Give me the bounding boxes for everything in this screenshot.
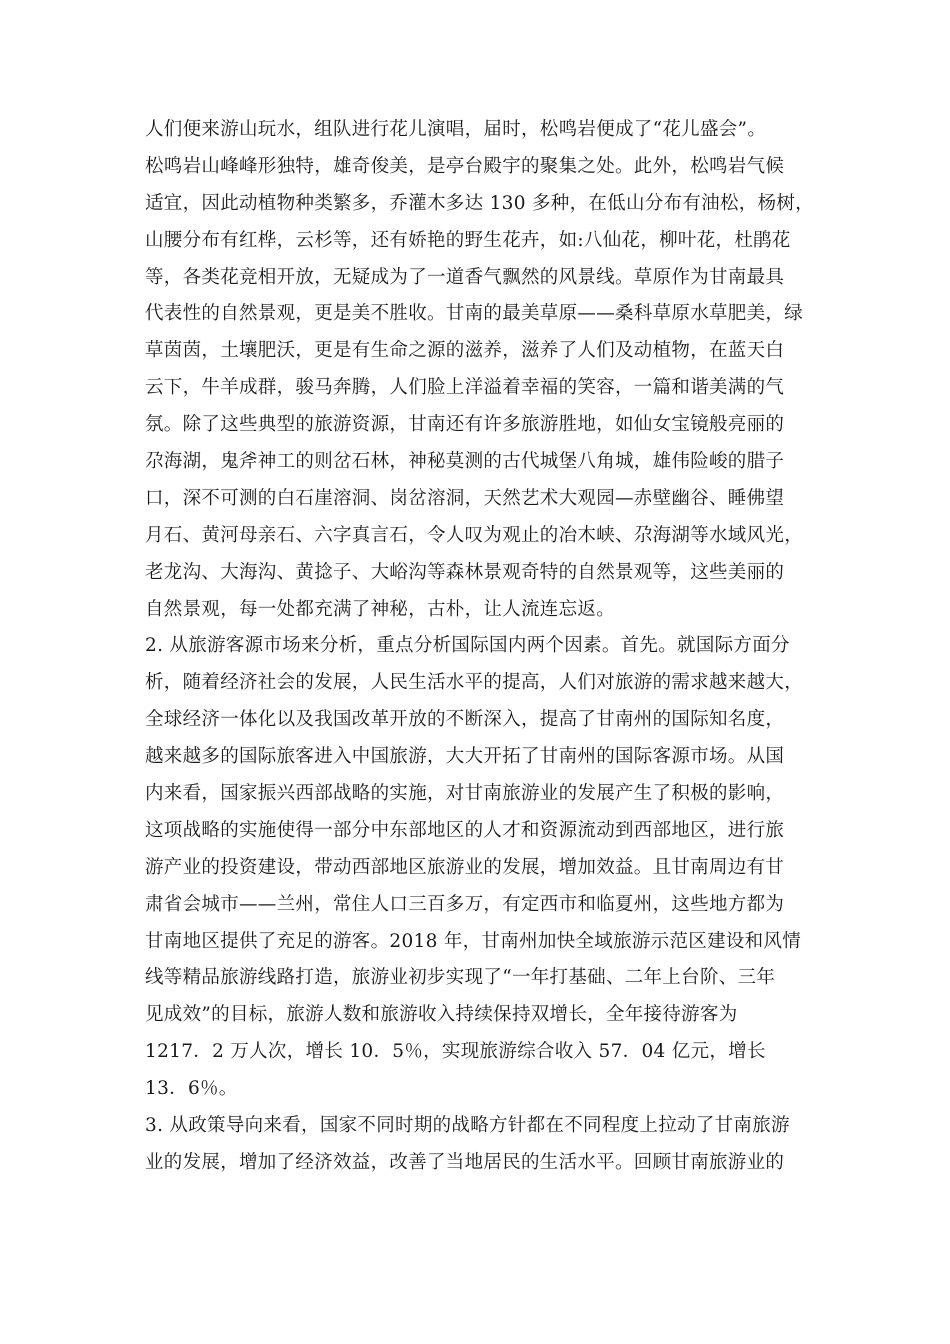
text-line: 云下，牛羊成群，骏马奔腾，人们脸上洋溢着幸福的笑容，一篇和谐美满的气 [145, 377, 785, 399]
text-line: 2. 从旅游客源市场来分析，重点分析国际国内两个因素。首先。就国际方面分 [145, 635, 790, 657]
text-line: 代表性的自然景观，更是美不胜收。甘南的最美草原——桑科草原水草肥美，绿 [145, 303, 804, 325]
text-line: 1217．2 万人次，增长 10．5％，实现旅游综合收入 57．04 亿元，增长 [145, 1041, 766, 1063]
text-line: 山腰分布有红桦，云杉等，还有娇艳的野生花卉，如:八仙花，柳叶花，杜鹃花 [145, 229, 791, 251]
text-line: 全球经济一体化以及我国改革开放的不断深入，提高了甘南州的国际知名度， [145, 709, 785, 731]
text-line: 析，随着经济社会的发展，人民生活水平的提高，人们对旅游的需求越来越大， [145, 672, 804, 694]
text-line: 松鸣岩山峰峰形独特，雄奇俊美，是亭台殿宇的聚集之处。此外，松鸣岩气候 [145, 155, 785, 177]
text-line: 适宜，因此动植物种类繁多，乔灌木多达 130 多种，在低山分布有油松，杨树， [145, 192, 814, 214]
text-line: 见成效”的目标，旅游人数和旅游收入持续保持双增长，全年接待游客为 [145, 1004, 738, 1026]
text-line: 肃省会城市——兰州，常住人口三百多万，有定西市和临夏州，这些地方都为 [145, 893, 785, 915]
text-line: 氛。除了这些典型的旅游资源，甘南还有许多旅游胜地，如仙女宝镜般亮丽的 [145, 414, 785, 436]
text-line: 业的发展，增加了经济效益，改善了当地居民的生活水平。回顾甘南旅游业的 [145, 1151, 785, 1173]
text-line: 这项战略的实施使得一部分中东部地区的人才和资源流动到西部地区，进行旅 [145, 819, 785, 841]
text-line: 等，各类花竞相开放，无疑成为了一道香气飘然的风景线。草原作为甘南最具 [145, 266, 785, 288]
text-line: 甘南地区提供了充足的游客。2018 年，甘南州加快全域旅游示范区建设和风情 [145, 930, 802, 952]
text-line: 人们便来游山玩水，组队进行花儿演唱，届时，松鸣岩便成了“花儿盛会”。 [145, 119, 767, 140]
text-line: 游产业的投资建设，带动西部地区旅游业的发展，增加效益。且甘南周边有甘 [145, 856, 785, 878]
text-line: 13．6％。 [145, 1078, 238, 1100]
body-text [145, 112, 825, 1182]
text-line: 口，深不可测的白石崖溶洞、岗岔溶洞，天然艺术大观园—赤壁幽谷、睡佛望 [145, 487, 785, 509]
text-line: 内来看，国家振兴西部战略的实施，对甘南旅游业的发展产生了积极的影响， [145, 783, 785, 805]
text-line: 越来越多的国际旅客进入中国旅游，大大开拓了甘南州的国际客源市场。从国 [145, 746, 785, 768]
text-line: 草茵茵，土壤肥沃，更是有生命之源的滋养，滋养了人们及动植物，在蓝天白 [145, 340, 785, 362]
text-line: 老龙沟、大海沟、黄捻子、大峪沟等森林景观奇特的自然景观等，这些美丽的 [145, 561, 785, 583]
text-line: 月石、黄河母亲石、六字真言石，令人叹为观止的冶木峡、尕海湖等水域风光， [145, 524, 804, 546]
text-line: 尕海湖，鬼斧神工的则岔石林，神秘莫测的古代城堡八角城，雄伟险峻的腊子 [145, 451, 785, 473]
text-line: 自然景观，每一处都充满了神秘，古朴，让人流连忘返。 [145, 598, 616, 620]
text-line: 3. 从政策导向来看，国家不同时期的战略方针都在不同程度上拉动了甘南旅游 [145, 1115, 790, 1137]
text-line: 线等精品旅游线路打造，旅游业初步实现了“一年打基础、二年上台阶、三年 [145, 967, 776, 989]
